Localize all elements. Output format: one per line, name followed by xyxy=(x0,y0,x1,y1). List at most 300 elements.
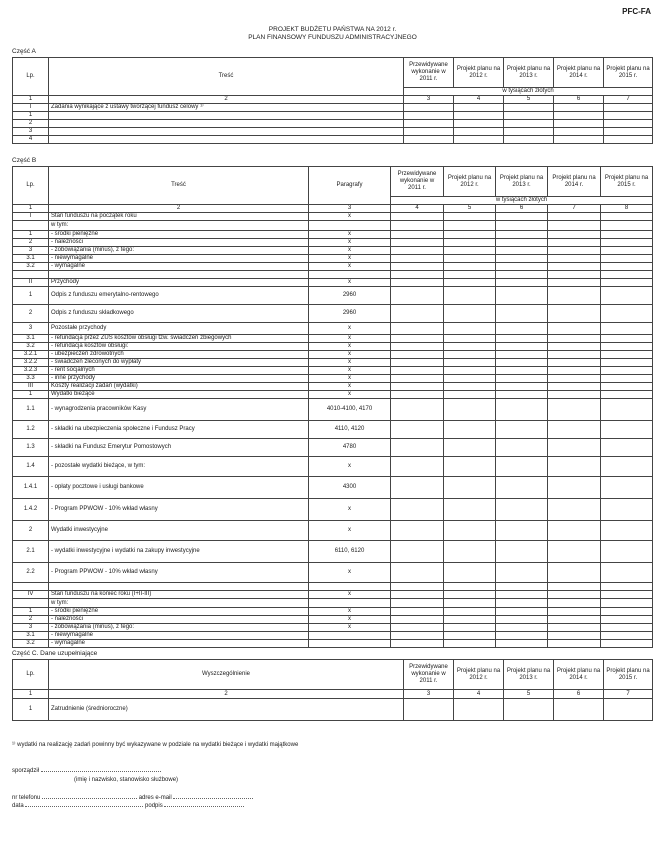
value-cell[interactable] xyxy=(496,499,548,521)
value-cell[interactable] xyxy=(496,624,548,632)
value-cell[interactable] xyxy=(444,632,496,640)
value-cell[interactable] xyxy=(601,305,653,323)
table-row xyxy=(13,351,653,359)
row-text xyxy=(49,120,404,128)
value-cell[interactable] xyxy=(604,699,653,721)
row-lp xyxy=(13,583,49,591)
value-cell[interactable] xyxy=(504,136,554,144)
col-number: 5 xyxy=(444,205,496,213)
header-col: Projekt planu na 2014 r. xyxy=(548,167,601,197)
value-cell[interactable] xyxy=(496,255,548,263)
row-text xyxy=(49,128,404,136)
value-cell[interactable] xyxy=(454,136,504,144)
value-cell[interactable] xyxy=(548,632,601,640)
value-cell[interactable] xyxy=(444,591,496,599)
value-cell[interactable] xyxy=(444,323,496,335)
value-cell[interactable] xyxy=(444,457,496,477)
row-paragraf: x xyxy=(309,343,391,351)
value-cell[interactable] xyxy=(444,616,496,624)
value-cell[interactable] xyxy=(496,632,548,640)
value-cell[interactable] xyxy=(604,104,653,112)
value-cell[interactable] xyxy=(444,255,496,263)
value-cell[interactable] xyxy=(404,128,454,136)
col-number: 3 xyxy=(404,690,454,699)
value-cell[interactable] xyxy=(391,521,444,541)
value-cell[interactable] xyxy=(601,255,653,263)
part-a-table xyxy=(12,57,653,144)
value-cell[interactable] xyxy=(548,391,601,399)
value-cell[interactable] xyxy=(496,457,548,477)
table-row xyxy=(13,128,653,136)
value-cell[interactable] xyxy=(548,624,601,632)
value-cell[interactable] xyxy=(391,632,444,640)
value-cell[interactable] xyxy=(601,231,653,239)
sign-field[interactable] xyxy=(164,806,244,807)
value-cell[interactable] xyxy=(444,375,496,383)
row-paragraf: x xyxy=(309,255,391,263)
value-cell[interactable] xyxy=(548,583,601,591)
value-cell[interactable] xyxy=(601,563,653,583)
value-cell[interactable] xyxy=(548,477,601,499)
value-cell[interactable] xyxy=(548,599,601,608)
header-col: Projekt planu na 2015 r. xyxy=(604,58,653,88)
value-cell[interactable] xyxy=(601,351,653,359)
value-cell[interactable] xyxy=(601,541,653,563)
value-cell[interactable] xyxy=(601,263,653,271)
value-cell[interactable] xyxy=(496,563,548,583)
value-cell[interactable] xyxy=(391,335,444,343)
value-cell[interactable] xyxy=(496,439,548,457)
row-text: - środki pieniężne xyxy=(49,231,309,239)
table-row xyxy=(13,521,653,541)
value-cell[interactable] xyxy=(601,583,653,591)
value-cell[interactable] xyxy=(391,255,444,263)
table-row xyxy=(13,599,653,608)
value-cell[interactable] xyxy=(391,399,444,421)
value-cell[interactable] xyxy=(496,616,548,624)
value-cell[interactable] xyxy=(496,608,548,616)
value-cell[interactable] xyxy=(444,439,496,457)
row-paragraf xyxy=(309,632,391,640)
value-cell[interactable] xyxy=(391,439,444,457)
col-number: 1 xyxy=(13,690,49,699)
value-cell[interactable] xyxy=(601,632,653,640)
value-cell[interactable] xyxy=(391,287,444,305)
value-cell[interactable] xyxy=(548,367,601,375)
header-col: Projekt planu na 2014 r. xyxy=(554,58,604,88)
value-cell[interactable] xyxy=(391,499,444,521)
phone-row xyxy=(12,795,253,801)
row-lp: III xyxy=(13,383,49,391)
value-cell[interactable] xyxy=(496,599,548,608)
value-cell[interactable] xyxy=(496,247,548,255)
value-cell[interactable] xyxy=(601,499,653,521)
value-cell[interactable] xyxy=(444,399,496,421)
row-text: Wydatki bieżące xyxy=(49,391,309,399)
value-cell[interactable] xyxy=(548,279,601,287)
value-cell[interactable] xyxy=(496,583,548,591)
value-cell[interactable] xyxy=(496,399,548,421)
row-lp: 2 xyxy=(13,120,49,128)
header-col: Projekt planu na 2012 r. xyxy=(444,167,496,197)
value-cell[interactable] xyxy=(454,112,504,120)
col-number: 5 xyxy=(504,96,554,104)
value-cell[interactable] xyxy=(601,271,653,279)
part-b-table xyxy=(12,166,653,648)
value-cell[interactable] xyxy=(496,239,548,247)
value-cell[interactable] xyxy=(391,591,444,599)
value-cell[interactable] xyxy=(391,279,444,287)
value-cell[interactable] xyxy=(601,367,653,375)
value-cell[interactable] xyxy=(404,112,454,120)
value-cell[interactable] xyxy=(548,287,601,305)
row-lp: 1.4.2 xyxy=(13,499,49,521)
value-cell[interactable] xyxy=(444,279,496,287)
value-cell[interactable] xyxy=(496,351,548,359)
name-hint: (imię i nazwisko, stanowisko służbowe) xyxy=(74,777,179,783)
table-row xyxy=(13,335,653,343)
value-cell[interactable] xyxy=(391,239,444,247)
table-row xyxy=(13,231,653,239)
value-cell[interactable] xyxy=(404,136,454,144)
value-cell[interactable] xyxy=(391,213,444,221)
value-cell[interactable] xyxy=(548,247,601,255)
value-cell[interactable] xyxy=(496,305,548,323)
value-cell[interactable] xyxy=(496,213,548,221)
value-cell[interactable] xyxy=(444,477,496,499)
value-cell[interactable] xyxy=(601,323,653,335)
value-cell[interactable] xyxy=(391,271,444,279)
value-cell[interactable] xyxy=(548,383,601,391)
value-cell[interactable] xyxy=(554,699,604,721)
value-cell[interactable] xyxy=(496,421,548,439)
table-row xyxy=(13,255,653,263)
value-cell[interactable] xyxy=(601,359,653,367)
value-cell[interactable] xyxy=(391,421,444,439)
value-cell[interactable] xyxy=(444,421,496,439)
row-text xyxy=(49,583,309,591)
row-lp: 1 xyxy=(13,112,49,120)
value-cell[interactable] xyxy=(548,351,601,359)
row-paragraf: 4780 xyxy=(309,439,391,457)
title-line-2: PLAN FINANSOWY FUNDUSZU ADMINISTRACYJNEGO xyxy=(248,34,417,41)
value-cell[interactable] xyxy=(496,287,548,305)
row-text: - rent socjalnych xyxy=(49,367,309,375)
value-cell[interactable] xyxy=(391,247,444,255)
value-cell[interactable] xyxy=(601,247,653,255)
value-cell[interactable] xyxy=(391,367,444,375)
value-cell[interactable] xyxy=(548,271,601,279)
row-paragraf: x xyxy=(309,616,391,624)
value-cell[interactable] xyxy=(496,279,548,287)
value-cell[interactable] xyxy=(391,263,444,271)
value-cell[interactable] xyxy=(496,231,548,239)
value-cell[interactable] xyxy=(504,120,554,128)
value-cell[interactable] xyxy=(601,399,653,421)
value-cell[interactable] xyxy=(496,221,548,231)
row-lp: 3.2.3 xyxy=(13,367,49,375)
value-cell[interactable] xyxy=(444,499,496,521)
value-cell[interactable] xyxy=(391,541,444,563)
value-cell[interactable] xyxy=(444,359,496,367)
row-paragraf: 2960 xyxy=(309,287,391,305)
value-cell[interactable] xyxy=(548,239,601,247)
value-cell[interactable] xyxy=(504,699,554,721)
value-cell[interactable] xyxy=(504,104,554,112)
value-cell[interactable] xyxy=(548,640,601,648)
value-cell[interactable] xyxy=(391,624,444,632)
value-cell[interactable] xyxy=(554,128,604,136)
value-cell[interactable] xyxy=(601,221,653,231)
value-cell[interactable] xyxy=(391,457,444,477)
row-paragraf: x xyxy=(309,391,391,399)
value-cell[interactable] xyxy=(548,457,601,477)
value-cell[interactable] xyxy=(391,616,444,624)
col-number: 6 xyxy=(554,690,604,699)
value-cell[interactable] xyxy=(391,391,444,399)
phone-field[interactable] xyxy=(42,798,137,799)
value-cell[interactable] xyxy=(548,323,601,335)
value-cell[interactable] xyxy=(496,521,548,541)
value-cell[interactable] xyxy=(548,541,601,563)
value-cell[interactable] xyxy=(444,287,496,305)
value-cell[interactable] xyxy=(548,255,601,263)
row-lp: 3 xyxy=(13,128,49,136)
date-field[interactable] xyxy=(25,806,143,807)
value-cell[interactable] xyxy=(444,231,496,239)
value-cell[interactable] xyxy=(548,399,601,421)
date-row xyxy=(12,803,244,809)
value-cell[interactable] xyxy=(444,271,496,279)
row-lp: 1 xyxy=(13,287,49,305)
value-cell[interactable] xyxy=(496,477,548,499)
col-number: 7 xyxy=(604,690,653,699)
value-cell[interactable] xyxy=(444,221,496,231)
row-lp: 1.3 xyxy=(13,439,49,457)
row-paragraf: x xyxy=(309,213,391,221)
value-cell[interactable] xyxy=(444,640,496,648)
row-paragraf: x xyxy=(309,279,391,287)
value-cell[interactable] xyxy=(454,128,504,136)
table-row xyxy=(13,632,653,640)
value-cell[interactable] xyxy=(601,213,653,221)
row-text xyxy=(49,136,404,144)
value-cell[interactable] xyxy=(444,391,496,399)
header-tresc: Treść xyxy=(49,167,309,205)
value-cell[interactable] xyxy=(454,699,504,721)
value-cell[interactable] xyxy=(444,583,496,591)
value-cell[interactable] xyxy=(444,239,496,247)
value-cell[interactable] xyxy=(554,112,604,120)
value-cell[interactable] xyxy=(444,305,496,323)
value-cell[interactable] xyxy=(391,383,444,391)
header-tresc: Treść xyxy=(49,58,404,96)
value-cell[interactable] xyxy=(548,359,601,367)
col-number: 4 xyxy=(391,205,444,213)
value-cell[interactable] xyxy=(391,323,444,335)
part-b-label: Część B xyxy=(12,157,37,164)
row-text: Odpis z funduszu emerytalno-rentowego xyxy=(49,287,309,305)
value-cell[interactable] xyxy=(604,120,653,128)
value-cell[interactable] xyxy=(601,383,653,391)
value-cell[interactable] xyxy=(391,599,444,608)
value-cell[interactable] xyxy=(601,521,653,541)
value-cell[interactable] xyxy=(454,120,504,128)
value-cell[interactable] xyxy=(548,231,601,239)
value-cell[interactable] xyxy=(601,616,653,624)
row-paragraf: 4300 xyxy=(309,477,391,499)
col-number: 2 xyxy=(49,690,404,699)
value-cell[interactable] xyxy=(601,477,653,499)
row-paragraf: 4110, 4120 xyxy=(309,421,391,439)
row-lp: 3.3 xyxy=(13,375,49,383)
row-lp: 1.4.1 xyxy=(13,477,49,499)
row-text: - należności xyxy=(49,239,309,247)
value-cell[interactable] xyxy=(548,263,601,271)
value-cell[interactable] xyxy=(548,221,601,231)
value-cell[interactable] xyxy=(391,640,444,648)
value-cell[interactable] xyxy=(391,343,444,351)
value-cell[interactable] xyxy=(504,128,554,136)
row-text: - pozostałe wydatki bieżące, w tym: xyxy=(49,457,309,477)
value-cell[interactable] xyxy=(391,608,444,616)
value-cell[interactable] xyxy=(444,213,496,221)
value-cell[interactable] xyxy=(604,128,653,136)
form-code: PFC-FA xyxy=(622,7,651,16)
value-cell[interactable] xyxy=(444,343,496,351)
value-cell[interactable] xyxy=(496,367,548,375)
value-cell[interactable] xyxy=(601,599,653,608)
table-row xyxy=(13,271,653,279)
value-cell[interactable] xyxy=(496,391,548,399)
value-cell[interactable] xyxy=(548,439,601,457)
value-cell[interactable] xyxy=(554,120,604,128)
value-cell[interactable] xyxy=(444,247,496,255)
value-cell[interactable] xyxy=(391,359,444,367)
value-cell[interactable] xyxy=(496,335,548,343)
value-cell[interactable] xyxy=(504,112,554,120)
value-cell[interactable] xyxy=(554,104,604,112)
value-cell[interactable] xyxy=(548,608,601,616)
sporzadzil-label: sporządził xyxy=(12,768,40,774)
value-cell[interactable] xyxy=(444,624,496,632)
value-cell[interactable] xyxy=(548,616,601,624)
value-cell[interactable] xyxy=(496,359,548,367)
value-cell[interactable] xyxy=(601,439,653,457)
footnote: ¹⁾ wydatki na realizację zadań powinny być wykazywane w podziale na wydatki bieżące i wydatki majątkowe xyxy=(12,742,299,748)
value-cell[interactable] xyxy=(496,323,548,335)
value-cell[interactable] xyxy=(391,583,444,591)
value-cell[interactable] xyxy=(604,136,653,144)
value-cell[interactable] xyxy=(496,375,548,383)
value-cell[interactable] xyxy=(601,287,653,305)
value-cell[interactable] xyxy=(404,120,454,128)
value-cell[interactable] xyxy=(548,305,601,323)
value-cell[interactable] xyxy=(548,343,601,351)
value-cell[interactable] xyxy=(391,351,444,359)
value-cell[interactable] xyxy=(444,383,496,391)
row-text: - zobowiązania (minus), z tego: xyxy=(49,624,309,632)
value-cell[interactable] xyxy=(548,591,601,599)
sporzadzil-field[interactable] xyxy=(41,771,161,772)
value-cell[interactable] xyxy=(496,541,548,563)
value-cell[interactable] xyxy=(548,521,601,541)
value-cell[interactable] xyxy=(601,343,653,351)
value-cell[interactable] xyxy=(496,591,548,599)
col-number: 1 xyxy=(13,205,49,213)
col-number: 6 xyxy=(496,205,548,213)
row-paragraf: x xyxy=(309,335,391,343)
value-cell[interactable] xyxy=(601,279,653,287)
row-lp: 1 xyxy=(13,391,49,399)
value-cell[interactable] xyxy=(601,391,653,399)
value-cell[interactable] xyxy=(444,563,496,583)
row-paragraf: x xyxy=(309,359,391,367)
value-cell[interactable] xyxy=(391,563,444,583)
value-cell[interactable] xyxy=(391,231,444,239)
value-cell[interactable] xyxy=(548,375,601,383)
value-cell[interactable] xyxy=(548,421,601,439)
row-paragraf: x xyxy=(309,323,391,335)
value-cell[interactable] xyxy=(444,541,496,563)
value-cell[interactable] xyxy=(404,104,454,112)
value-cell[interactable] xyxy=(391,221,444,231)
value-cell[interactable] xyxy=(496,640,548,648)
value-cell[interactable] xyxy=(444,608,496,616)
value-cell[interactable] xyxy=(444,521,496,541)
email-label: adres e-mail xyxy=(138,795,172,801)
value-cell[interactable] xyxy=(404,699,454,721)
email-field[interactable] xyxy=(173,798,253,799)
value-cell[interactable] xyxy=(604,112,653,120)
row-text: - niewymagalne xyxy=(49,255,309,263)
value-cell[interactable] xyxy=(548,213,601,221)
value-cell[interactable] xyxy=(601,608,653,616)
row-paragraf: 2960 xyxy=(309,305,391,323)
value-cell[interactable] xyxy=(454,104,504,112)
value-cell[interactable] xyxy=(601,640,653,648)
value-cell[interactable] xyxy=(496,343,548,351)
value-cell[interactable] xyxy=(444,263,496,271)
value-cell[interactable] xyxy=(554,136,604,144)
value-cell[interactable] xyxy=(601,239,653,247)
value-cell[interactable] xyxy=(601,375,653,383)
value-cell[interactable] xyxy=(601,335,653,343)
value-cell[interactable] xyxy=(444,367,496,375)
value-cell[interactable] xyxy=(391,305,444,323)
col-number: 2 xyxy=(49,205,309,213)
value-cell[interactable] xyxy=(548,499,601,521)
value-cell[interactable] xyxy=(444,335,496,343)
row-paragraf: x xyxy=(309,608,391,616)
value-cell[interactable] xyxy=(601,591,653,599)
row-text: Koszty realizacji zadań (wydatki) xyxy=(49,383,309,391)
value-cell[interactable] xyxy=(496,271,548,279)
value-cell[interactable] xyxy=(391,477,444,499)
value-cell[interactable] xyxy=(548,335,601,343)
value-cell[interactable] xyxy=(601,457,653,477)
value-cell[interactable] xyxy=(444,599,496,608)
value-cell[interactable] xyxy=(391,375,444,383)
value-cell[interactable] xyxy=(548,563,601,583)
value-cell[interactable] xyxy=(444,351,496,359)
row-paragraf xyxy=(309,271,391,279)
value-cell[interactable] xyxy=(601,421,653,439)
value-cell[interactable] xyxy=(496,263,548,271)
row-lp: 2 xyxy=(13,239,49,247)
value-cell[interactable] xyxy=(496,383,548,391)
value-cell[interactable] xyxy=(601,624,653,632)
